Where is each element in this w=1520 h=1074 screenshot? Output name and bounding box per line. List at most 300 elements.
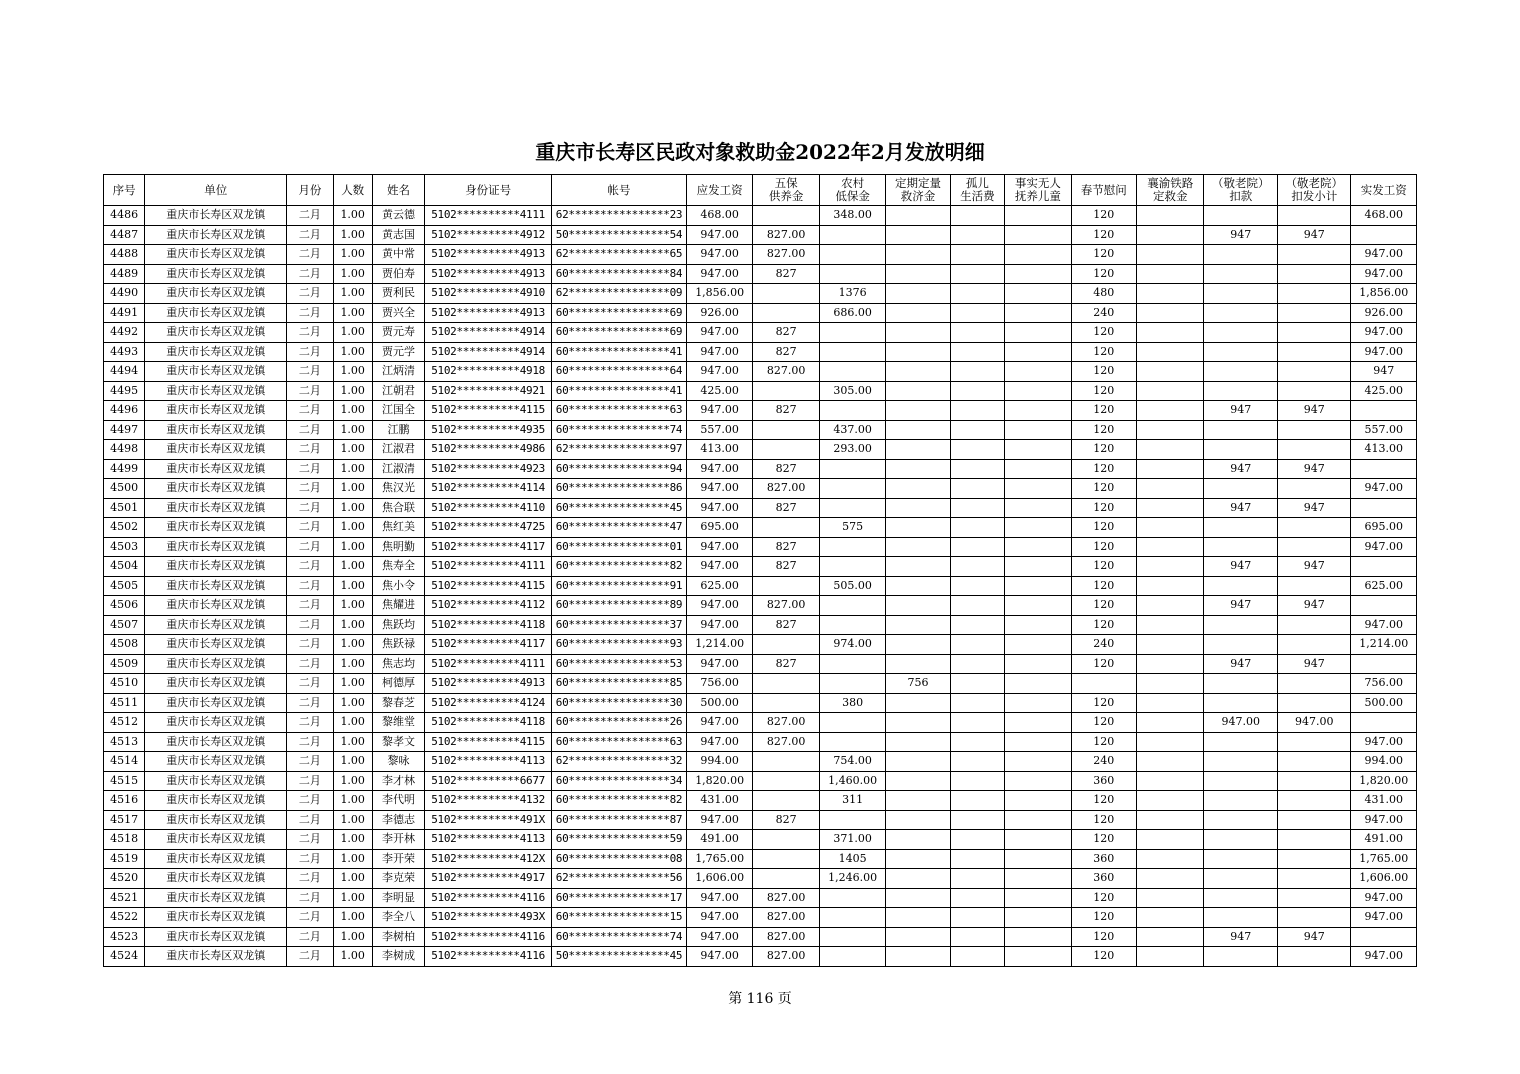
table-cell: 1.00 [333,654,372,674]
table-cell [1277,576,1351,596]
table-cell [886,830,950,850]
table-row [104,245,1417,265]
table-cell: 4518 [104,830,145,850]
table-cell: 4492 [104,323,145,343]
table-cell: 5102**********4132 [425,791,552,811]
table-cell: 二月 [287,362,333,382]
table-cell: 贾兴全 [372,303,424,323]
table-cell: 焦红美 [372,518,424,538]
table-cell: 60****************47 [552,518,687,538]
table-cell: 120 [1071,927,1136,947]
table-cell: 947.00 [1351,342,1417,362]
table-row [104,401,1417,421]
table-cell [1005,596,1071,616]
table-cell: 60****************63 [552,732,687,752]
table-cell: 413.00 [1351,440,1417,460]
table-cell: 焦寿全 [372,557,424,577]
table-cell [950,596,1004,616]
table-cell: 5102**********4923 [425,459,552,479]
table-cell [753,771,819,791]
table-cell: 黄云德 [372,206,424,226]
table-cell: 60****************86 [552,479,687,499]
table-cell [886,284,950,304]
table-cell: 60****************53 [552,654,687,674]
table-cell: 二月 [287,576,333,596]
table-cell [950,401,1004,421]
table-cell [819,323,885,343]
table-row [104,479,1417,499]
table-cell: 4522 [104,908,145,928]
table-cell: 贾元寿 [372,323,424,343]
table-cell: 240 [1071,752,1136,772]
table-cell: 黄志国 [372,225,424,245]
table-cell: 425.00 [1351,381,1417,401]
table-cell: 贾利民 [372,284,424,304]
table-cell: 5102**********4921 [425,381,552,401]
table-cell: 重庆市长寿区双龙镇 [145,888,287,908]
table-cell [819,713,885,733]
table-cell [1351,498,1417,518]
table-cell [1137,420,1204,440]
table-cell: 1.00 [333,498,372,518]
column-header: 序号 [104,175,145,206]
table-cell: 827.00 [753,362,819,382]
table-cell [950,479,1004,499]
table-cell: 4497 [104,420,145,440]
table-cell [886,518,950,538]
table-row [104,713,1417,733]
table-cell: 947 [1277,557,1351,577]
table-cell [1005,908,1071,928]
table-row [104,342,1417,362]
table-cell: 120 [1071,518,1136,538]
table-cell [1137,888,1204,908]
table-row [104,927,1417,947]
table-cell: 李代明 [372,791,424,811]
table-cell: 305.00 [819,381,885,401]
table-cell: 黎孝文 [372,732,424,752]
column-header: 事实无人 抚养儿童 [1005,175,1071,206]
table-cell [1204,245,1278,265]
table-cell: 二月 [287,381,333,401]
table-cell: 827.00 [753,908,819,928]
table-cell [950,674,1004,694]
table-cell: 947.00 [1351,479,1417,499]
table-cell: 947.00 [686,342,752,362]
table-cell: 1.00 [333,849,372,869]
table-cell: 5102**********4116 [425,927,552,947]
table-cell: 二月 [287,927,333,947]
table-cell: 二月 [287,693,333,713]
table-cell [753,206,819,226]
table-cell [1005,830,1071,850]
table-cell: 重庆市长寿区双龙镇 [145,752,287,772]
table-cell: 重庆市长寿区双龙镇 [145,537,287,557]
table-row [104,810,1417,830]
table-cell [1277,752,1351,772]
table-cell [886,654,950,674]
table-cell [886,791,950,811]
table-cell: 江鹏 [372,420,424,440]
table-cell: 5102**********4918 [425,362,552,382]
table-cell: 5102**********4124 [425,693,552,713]
table-cell: 二月 [287,264,333,284]
table-cell [819,498,885,518]
table-cell: 重庆市长寿区双龙镇 [145,206,287,226]
table-cell [1005,225,1071,245]
table-cell: 1.00 [333,245,372,265]
table-cell [819,732,885,752]
table-cell [1005,791,1071,811]
table-cell: 1.00 [333,927,372,947]
table-cell [1137,206,1204,226]
table-cell [1351,401,1417,421]
table-cell: 425.00 [686,381,752,401]
table-row [104,674,1417,694]
table-cell [1204,303,1278,323]
table-cell: 二月 [287,498,333,518]
table-cell [1204,537,1278,557]
table-cell [1005,693,1071,713]
table-cell: 1.00 [333,323,372,343]
table-cell [1351,654,1417,674]
table-cell: 焦耀进 [372,596,424,616]
table-cell: 二月 [287,752,333,772]
table-cell [1204,869,1278,889]
table-cell [886,557,950,577]
table-cell [819,225,885,245]
column-header: （敬老院） 扣发小计 [1277,175,1351,206]
table-cell: 827.00 [753,596,819,616]
table-cell [1277,771,1351,791]
table-cell: 二月 [287,479,333,499]
table-cell: 62****************23 [552,206,687,226]
table-cell [1005,713,1071,733]
column-header: 应发工资 [686,175,752,206]
table-cell: 江国全 [372,401,424,421]
table-cell: 二月 [287,557,333,577]
table-cell: 4516 [104,791,145,811]
table-cell: 360 [1071,849,1136,869]
table-cell [819,557,885,577]
table-cell: 4502 [104,518,145,538]
table-cell [1277,323,1351,343]
column-header: 单位 [145,175,287,206]
table-row [104,693,1417,713]
table-cell: 5102**********4112 [425,596,552,616]
table-cell: 焦汉光 [372,479,424,499]
table-cell: 827 [753,401,819,421]
table-cell: 二月 [287,713,333,733]
table-cell [950,245,1004,265]
table-cell [950,693,1004,713]
table-cell: 焦跃均 [372,615,424,635]
table-cell: 贾伯寿 [372,264,424,284]
table-cell [1005,479,1071,499]
table-cell: 60****************82 [552,557,687,577]
table-cell [886,498,950,518]
table-cell [886,323,950,343]
table-cell: 重庆市长寿区双龙镇 [145,498,287,518]
table-cell: 120 [1071,206,1136,226]
table-cell [1137,771,1204,791]
table-cell: 120 [1071,245,1136,265]
table-row [104,771,1417,791]
table-cell: 120 [1071,420,1136,440]
table-cell: 60****************26 [552,713,687,733]
table-cell [1137,810,1204,830]
table-cell [1005,771,1071,791]
table-cell [1277,810,1351,830]
table-row [104,381,1417,401]
table-cell: 1,820.00 [1351,771,1417,791]
table-cell [1277,381,1351,401]
table-cell: 240 [1071,303,1136,323]
table-cell [950,362,1004,382]
table-cell: 二月 [287,537,333,557]
table-cell [1204,791,1278,811]
table-cell: 431.00 [1351,791,1417,811]
table-cell: 1.00 [333,771,372,791]
table-cell [1137,791,1204,811]
table-cell [1005,362,1071,382]
table-cell: 4517 [104,810,145,830]
table-cell: 120 [1071,401,1136,421]
table-cell: 754.00 [819,752,885,772]
table-cell: 827.00 [753,927,819,947]
table-row [104,947,1417,967]
table-cell: 120 [1071,323,1136,343]
table-cell: 重庆市长寿区双龙镇 [145,225,287,245]
table-cell: 5102**********4912 [425,225,552,245]
table-cell: 60****************94 [552,459,687,479]
table-cell: 李开荣 [372,849,424,869]
table-cell [1137,401,1204,421]
table-row [104,557,1417,577]
table-cell: 5102**********493X [425,908,552,928]
table-cell [1005,206,1071,226]
table-cell: 重庆市长寿区双龙镇 [145,771,287,791]
table-cell [1005,615,1071,635]
table-cell [950,771,1004,791]
table-cell: 62****************65 [552,245,687,265]
table-cell: 50****************45 [552,947,687,967]
table-cell [1351,459,1417,479]
table-cell: 1.00 [333,908,372,928]
table-cell: 62****************32 [552,752,687,772]
table-cell [1137,479,1204,499]
table-cell: 重庆市长寿区双龙镇 [145,323,287,343]
table-cell [1137,284,1204,304]
table-cell [1351,225,1417,245]
table-cell: 827.00 [753,479,819,499]
table-row [104,576,1417,596]
table-cell [1137,303,1204,323]
table-cell [1204,771,1278,791]
table-cell: 4493 [104,342,145,362]
table-cell: 4500 [104,479,145,499]
table-cell: 二月 [287,596,333,616]
table-cell: 4513 [104,732,145,752]
table-cell [886,225,950,245]
column-header: 身份证号 [425,175,552,206]
table-cell: 江淑君 [372,440,424,460]
table-cell: 4524 [104,947,145,967]
table-cell: 120 [1071,381,1136,401]
table-cell: 二月 [287,284,333,304]
table-cell: 947.00 [1351,323,1417,343]
table-cell: 重庆市长寿区双龙镇 [145,849,287,869]
table-cell: 二月 [287,206,333,226]
table-cell [1204,615,1278,635]
table-cell: 947 [1277,927,1351,947]
table-row [104,635,1417,655]
table-cell [886,401,950,421]
column-header: 姓名 [372,175,424,206]
table-cell [950,498,1004,518]
table-cell: 1.00 [333,576,372,596]
table-cell: 二月 [287,303,333,323]
table-cell [1351,557,1417,577]
table-cell: 重庆市长寿区双龙镇 [145,557,287,577]
table-row [104,849,1417,869]
table-cell: 4499 [104,459,145,479]
table-cell [950,557,1004,577]
table-cell: 4519 [104,849,145,869]
table-cell: 4507 [104,615,145,635]
table-cell: 947.00 [1351,264,1417,284]
table-cell: 5102**********4114 [425,479,552,499]
table-cell [1137,693,1204,713]
table-cell: 60****************85 [552,674,687,694]
table-cell: 947 [1277,459,1351,479]
table-cell: 4520 [104,869,145,889]
table-cell: 947 [1277,498,1351,518]
table-cell: 947 [1204,225,1278,245]
table-cell: 947 [1204,459,1278,479]
table-cell: 二月 [287,791,333,811]
table-cell: 827 [753,323,819,343]
table-cell: 947.00 [1351,615,1417,635]
table-cell [1137,752,1204,772]
table-cell: 756.00 [686,674,752,694]
table-cell: 60****************41 [552,342,687,362]
table-cell: 60****************01 [552,537,687,557]
table-cell [1277,420,1351,440]
table-cell: 686.00 [819,303,885,323]
table-cell: 二月 [287,459,333,479]
table-cell [950,323,1004,343]
table-cell [950,791,1004,811]
table-cell [886,869,950,889]
table-cell: 1.00 [333,888,372,908]
table-cell [1277,362,1351,382]
table-cell: 120 [1071,537,1136,557]
table-cell: 468.00 [1351,206,1417,226]
table-cell [950,440,1004,460]
table-row [104,440,1417,460]
column-header: 定期定量 救济金 [886,175,950,206]
table-cell [886,732,950,752]
table-cell: 431.00 [686,791,752,811]
table-cell: 4501 [104,498,145,518]
table-cell: 重庆市长寿区双龙镇 [145,869,287,889]
table-cell [1137,537,1204,557]
table-row [104,752,1417,772]
table-cell: 1.00 [333,284,372,304]
table-cell: 62****************09 [552,284,687,304]
table-cell [1005,323,1071,343]
table-cell: 827 [753,615,819,635]
column-header: （敬老院） 扣款 [1204,175,1278,206]
table-cell: 1.00 [333,596,372,616]
table-cell: 4506 [104,596,145,616]
table-cell: 947.00 [686,459,752,479]
table-cell [950,927,1004,947]
table-cell: 重庆市长寿区双龙镇 [145,654,287,674]
table-cell: 1,460.00 [819,771,885,791]
table-cell [1204,908,1278,928]
table-cell: 二月 [287,401,333,421]
table-cell [950,947,1004,967]
table-cell [1204,576,1278,596]
table-cell: 1.00 [333,459,372,479]
table-cell: 4489 [104,264,145,284]
table-cell [886,459,950,479]
table-cell: 重庆市长寿区双龙镇 [145,518,287,538]
table-cell: 1.00 [333,810,372,830]
table-cell: 二月 [287,908,333,928]
table-cell [1137,323,1204,343]
table-cell: 120 [1071,732,1136,752]
table-cell: 947.00 [1351,537,1417,557]
table-row [104,303,1417,323]
table-cell: 1,765.00 [686,849,752,869]
table-cell: 重庆市长寿区双龙镇 [145,459,287,479]
table-cell: 二月 [287,810,333,830]
table-cell: 120 [1071,498,1136,518]
table-cell: 947.00 [686,323,752,343]
table-cell [1204,674,1278,694]
table-cell: 371.00 [819,830,885,850]
table-row [104,459,1417,479]
table-cell [753,791,819,811]
table-cell: 926.00 [686,303,752,323]
table-cell [1005,245,1071,265]
table-cell [753,752,819,772]
table-row [104,615,1417,635]
table-cell [950,908,1004,928]
table-cell: 505.00 [819,576,885,596]
table-cell: 1.00 [333,869,372,889]
table-cell [1277,635,1351,655]
table-cell [1204,635,1278,655]
table-cell: 947 [1204,596,1278,616]
table-cell: 1.00 [333,440,372,460]
table-cell: 947.00 [686,401,752,421]
table-row [104,206,1417,226]
table-cell: 1.00 [333,752,372,772]
table-row [104,888,1417,908]
table-cell [1204,440,1278,460]
table-cell [1005,674,1071,694]
table-cell: 947 [1277,401,1351,421]
table-cell [886,596,950,616]
table-cell [886,713,950,733]
table-cell [819,245,885,265]
table-cell: 5102**********4111 [425,206,552,226]
column-header: 春节慰问 [1071,175,1136,206]
